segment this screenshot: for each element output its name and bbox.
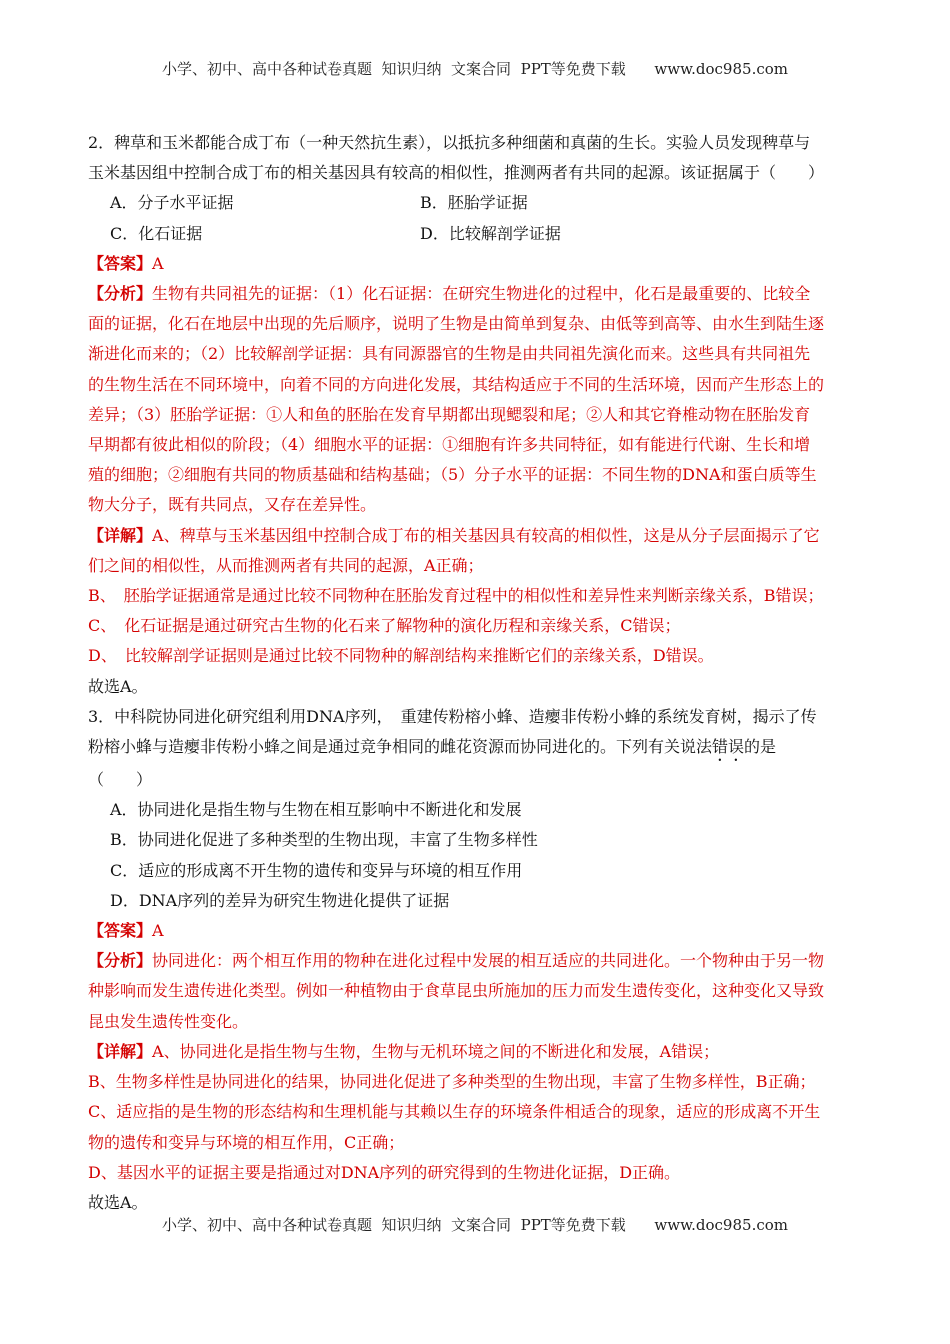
q2-answer-tag: 【答案】 xyxy=(88,253,153,273)
q3-analysis-line1: 【分析】协同进化：两个相互作用的物种在进化过程中发展的相互适应的共同进化。一个物种由于另一物 xyxy=(88,951,825,971)
q2-analysis-tag: 【分析】 xyxy=(88,284,153,304)
q3-answer-value: A xyxy=(152,921,164,941)
q2-detail-line3: B、 胚胎学证据通常是通过比较不同物种在胚胎发育过程中的相似性和差异性来判断亲缘关系，B错误； xyxy=(88,586,824,606)
q2-options-row2 xyxy=(88,219,860,249)
q2-analysis-line7: 殖的细胞；②细胞有共同的物质基础和结构基础；（5）分子水平的证据：不同生物的DNA和蛋白质等生 xyxy=(88,465,817,485)
q2-detail-line5: D、 比较解剖学证据则是通过比较不同物种的解剖结构来推断它们的亲缘关系，D错误。 xyxy=(88,646,714,666)
q2-option-c: C．化石证据 xyxy=(110,223,203,243)
q3-option-d: D．DNA序列的差异为研究生物进化提供了证据 xyxy=(110,890,450,910)
q3-analysis-line3: 昆虫发生遗传性变化。 xyxy=(88,1011,249,1031)
q2-answer-value: A xyxy=(152,253,164,273)
q3-conclusion: 故选A。 xyxy=(88,1192,148,1212)
q2-analysis-line3: 渐进化而来的；（2）比较解剖学证据：具有同源器官的生物是由共同祖先演化而来。这些具有共同祖先 xyxy=(88,344,811,364)
q2-analysis-line6: 早期都有彼此相似的阶段；（4）细胞水平的证据：①细胞有许多共同特征，如有能进行代谢、生长和增 xyxy=(88,435,811,455)
q2-detail-line2: 们之间的相似性，从而推测两者有共同的起源，A正确； xyxy=(88,555,484,575)
q2-option-b: B．胚胎学证据 xyxy=(420,193,528,213)
q3-analysis-tag: 【分析】 xyxy=(88,951,153,971)
q3-stem-line2: 粉榕小蜂与造瘿非传粉小蜂之间是通过竞争相同的雌花资源而协同进化的。下列有关说法错误的是 xyxy=(88,737,777,757)
q3-detail-line1: 【详解】A、协同进化是指生物与生物，生物与无机环境之间的不断进化和发展，A错误； xyxy=(88,1041,720,1061)
q3-detail-line4: 物的遗传和变异与环境的相互作用，C正确； xyxy=(88,1132,405,1152)
q3-option-c: C．适应的形成离不开生物的遗传和变异与环境的相互作用 xyxy=(110,860,523,880)
q3-detail-line2: B、生物多样性是协同进化的结果，协同进化促进了多种类型的生物出现，丰富了生物多样性，B正确； xyxy=(88,1072,816,1092)
page-footer: 小学、初中、高中各种试卷真题 知识归纳 文案合同 PPT等免费下载 www.doc985.com xyxy=(161,1216,788,1234)
q3-stem-line1: 3．中科院协同进化研究组利用DNA序列， 重建传粉榕小蜂、造瘿非传粉小蜂的系统发育树，揭示了传 xyxy=(88,706,817,726)
q2-stem-line1: 2．稗草和玉米都能合成丁布（一种天然抗生素），以抵抗多种细菌和真菌的生长。实验人员发现稗草与 xyxy=(88,133,811,152)
q3-analysis-line2: 种影响而发生遗传进化类型。例如一种植物由于食草昆虫所施加的压力而发生遗传变化，这种变化又导致 xyxy=(88,981,825,1001)
page-header: 小学、初中、高中各种试卷真题 知识归纳 文案合同 PPT等免费下载 www.doc985.com xyxy=(161,60,788,78)
q3-option-a: A．协同进化是指生物与生物在相互影响中不断进化和发展 xyxy=(110,800,522,820)
q2-detail-tag: 【详解】 xyxy=(88,525,153,545)
q2-analysis-line8: 物大分子，既有共同点，又存在差异性。 xyxy=(88,495,377,515)
q2-detail-line1: 【详解】A、稗草与玉米基因组中控制合成丁布的相关基因具有较高的相似性，这是从分子层面揭示了它 xyxy=(88,525,820,545)
q3-detail-line3: C、适应指的是生物的形态结构和生理机能与其赖以生存的环境条件相适合的现象，适应的形成离不开生 xyxy=(88,1102,821,1122)
q3-detail-line5: D、基因水平的证据主要是指通过对DNA序列的研究得到的生物进化证据，D正确。 xyxy=(88,1162,681,1182)
q2-conclusion: 故选A。 xyxy=(88,676,148,696)
q2-analysis-line2: 面的证据，化石在地层中出现的先后顺序，说明了生物是由简单到复杂、由低等到高等、由水生到陆生逐 xyxy=(88,314,825,334)
document-body xyxy=(88,128,860,1218)
q2-options-row1 xyxy=(88,188,860,218)
q2-analysis-line5: 差异；（3）胚胎学证据：①人和鱼的胚胎在发育早期都出现鳃裂和尾；②人和其它脊椎动物在胚胎发育 xyxy=(88,404,811,424)
q3-emphasis-wrong: 错误 xyxy=(712,737,745,757)
q3-answer-tag: 【答案】 xyxy=(88,921,153,941)
q2-detail-line4: C、 化石证据是通过研究古生物的化石来了解物种的演化历程和亲缘关系，C错误； xyxy=(88,616,681,636)
q2-analysis-line1: 【分析】生物有共同祖先的证据：（1）化石证据：在研究生物进化的过程中，化石是最重要的、比较全 xyxy=(88,284,811,304)
q2-option-d: D．比较解剖学证据 xyxy=(420,223,561,243)
q3-stem-line3: （ ） xyxy=(88,770,153,790)
q3-answer xyxy=(88,916,860,946)
q3-detail-tag: 【详解】 xyxy=(88,1041,153,1061)
q2-stem-line2: 玉米基因组中控制合成丁布的相关基因具有较高的相似性，推测两者有共同的起源。该证据属于（ ） xyxy=(88,163,825,183)
q2-analysis-line4: 的生物生活在不同环境中，向着不同的方向进化发展，其结构适应于不同的生活环境，因而产生形态上的 xyxy=(88,374,825,394)
q3-option-b: B．协同进化促进了多种类型的生物出现，丰富了生物多样性 xyxy=(110,830,538,850)
q2-option-a: A．分子水平证据 xyxy=(110,193,234,213)
q2-answer xyxy=(88,249,860,279)
